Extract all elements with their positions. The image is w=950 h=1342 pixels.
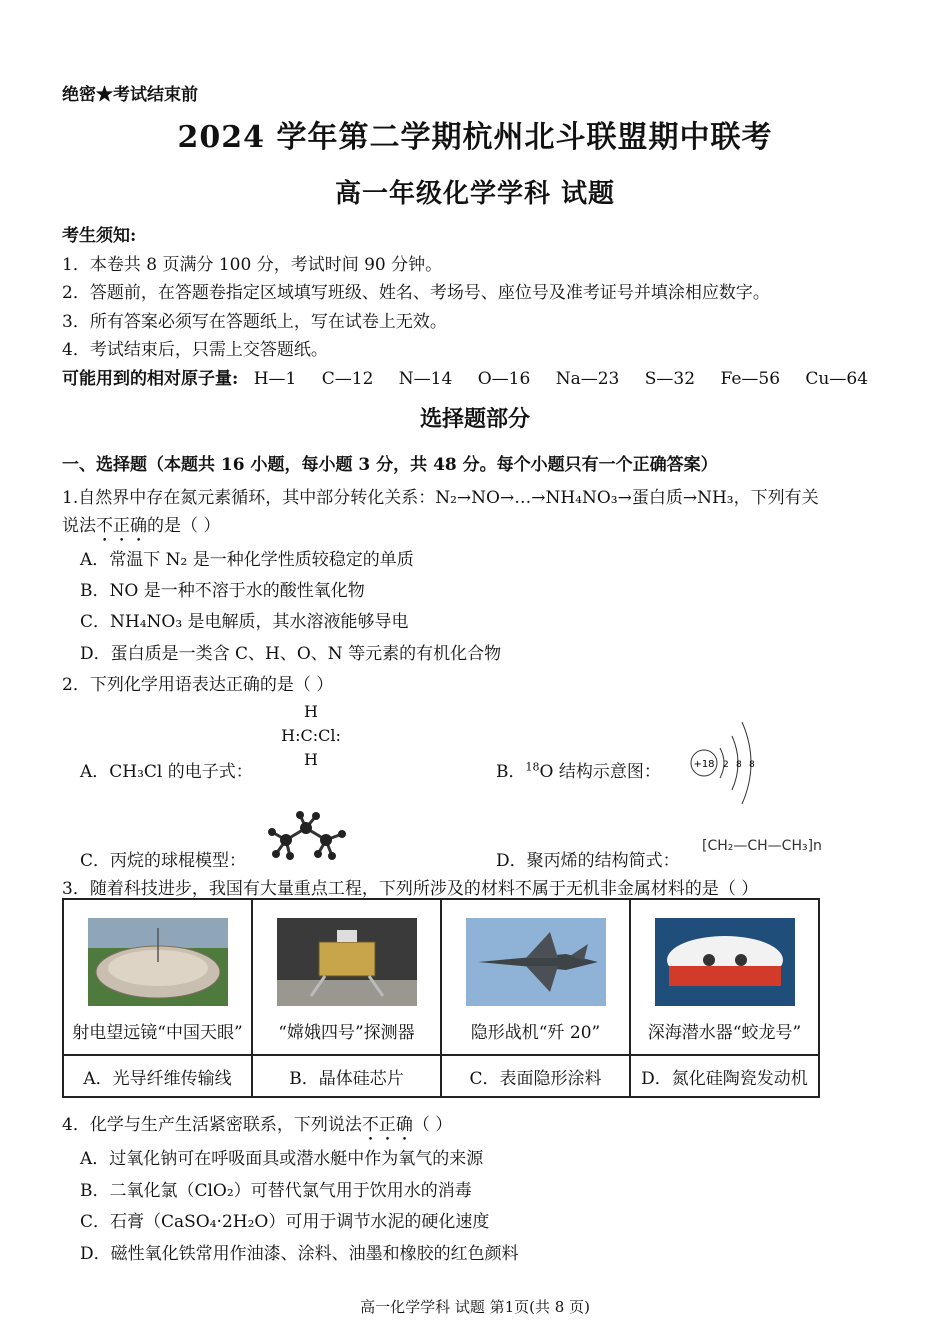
q3-answer-b: B．晶体硅芯片: [252, 1055, 441, 1097]
page-title: 2024 学年第二学期杭州北斗联盟期中联考: [177, 120, 773, 155]
q4-emphasis: 不正确: [361, 1115, 413, 1135]
mass-h: H—1: [253, 369, 297, 389]
q1-option-a: A．常温下 N₂ 是一种化学性质较稳定的单质: [80, 550, 414, 570]
q3-answer-a: A．光导纤维传输线: [63, 1055, 252, 1097]
mass-s: S—32: [644, 369, 696, 389]
shell-3-count: 8: [749, 760, 755, 770]
q4-option-c: C．石膏（CaSO₄·2H₂O）可用于调节水泥的硬化速度: [80, 1212, 490, 1232]
q2-option-a: A．CH₃Cl 的电子式：: [80, 762, 253, 782]
q4-option-a: A．过氧化钠可在呼吸面具或潜水艇中作为氧气的来源: [80, 1149, 484, 1169]
polypropylene-formula: [CH₂—CH—CH₃]n: [702, 838, 822, 854]
q4-option-d: D．磁性氧化铁常用作油漆、涂料、油墨和橡胶的红色颜料: [80, 1244, 519, 1264]
page-subtitle: 高一年级化学学科 试题: [334, 179, 616, 209]
mass-n: N—14: [398, 369, 453, 389]
q1-stem-pre: 说法: [62, 516, 96, 536]
q4-option-b: B．二氧化氯（ClO₂）可替代氯气用于饮用水的消毒: [80, 1181, 472, 1201]
q2-option-b-label: O 结构示意图：: [539, 762, 661, 782]
q3-cell-1: [63, 899, 252, 1055]
q3-answer-d: D．氮化硅陶瓷发动机: [630, 1055, 819, 1097]
q3-answer-c: C．表面隐形涂料: [441, 1055, 630, 1097]
notice-heading: 考生须知:: [62, 226, 137, 246]
q2-option-c: C．丙烷的球棍模型：: [80, 851, 247, 871]
mass-o: O—16: [477, 369, 531, 389]
confidential-note: 绝密★考试结束前: [62, 85, 198, 105]
propane-ball-stick-model: [262, 810, 352, 865]
q1-option-b: B．NO 是一种不溶于水的酸性氧化物: [80, 581, 365, 601]
q1-stem-post: 的是（ ）: [147, 516, 221, 536]
shell-1-count: 2: [723, 760, 729, 770]
page-footer: 高一化学学科 试题 第1页(共 8 页): [360, 1298, 590, 1316]
fast-telescope-image: [88, 918, 228, 1006]
q3-caption-4: 深海潜水器“蛟龙号”: [647, 1023, 802, 1043]
electron-formula: [266, 700, 356, 772]
q2-option-b-prefix: B．: [496, 762, 526, 782]
j20-fighter-image: [466, 918, 606, 1006]
q3-caption-1: 射电望远镜“中国天眼”: [72, 1023, 243, 1043]
q3-caption-2: “嫦娥四号”探测器: [278, 1023, 415, 1043]
atomic-mass-label: 可能用到的相对原子量:: [62, 369, 239, 389]
q2-option-b-mass: 18: [525, 760, 540, 774]
nucleus-charge: +18: [693, 759, 715, 770]
atomic-mass-line: [62, 364, 878, 389]
notice-item-2: 2．答题前，在答题卷指定区域填写班级、姓名、考场号、座位号及准考证号并填涂相应数字。: [62, 283, 770, 303]
q3-cell-2: [252, 899, 441, 1055]
formula-mid: H:C:Cl:: [281, 726, 341, 745]
q2-stem: 2．下列化学用语表达正确的是（ ）: [62, 675, 334, 695]
q1-stem-line1: 1.自然界中存在氮元素循环，其中部分转化关系：N₂→NO→…→NH₄NO₃→蛋白质→NH₃，下列有关: [62, 488, 819, 508]
mass-cu: Cu—64: [805, 369, 869, 389]
q2-option-b: [496, 757, 661, 782]
shell-2-count: 8: [736, 760, 742, 770]
mass-c: C—12: [321, 369, 374, 389]
section-title: 选择题部分: [419, 406, 530, 432]
q3-caption-3: 隐形战机“歼 20”: [470, 1023, 601, 1043]
q3-cell-4: [630, 899, 819, 1055]
q2-option-d: D．聚丙烯的结构简式：: [496, 851, 680, 871]
formula-h-top: H: [304, 702, 318, 721]
q1-stem-line2: [62, 511, 220, 546]
q1-emphasis: 不正确: [96, 516, 147, 536]
notice-item-3: 3．所有答案必须写在答题纸上，写在试卷上无效。: [62, 312, 447, 332]
notice-item-1: 1．本卷共 8 页满分 100 分，考试时间 90 分钟。: [62, 255, 443, 275]
q3-table: [62, 898, 820, 1098]
q4-stem-post: （ ）: [412, 1115, 453, 1135]
jiaolong-submersible-image: [655, 918, 795, 1006]
q4-stem: [62, 1110, 452, 1145]
atom-structure-diagram: [684, 718, 764, 808]
q1-option-c: C．NH₄NO₃ 是电解质，其水溶液能够导电: [80, 612, 409, 632]
chang-e-4-image: [277, 918, 417, 1006]
mass-fe: Fe—56: [720, 369, 781, 389]
mass-na: Na—23: [555, 369, 620, 389]
part-title: 一、选择题（本题共 16 小题，每小题 3 分，共 48 分。每个小题只有一个正确答案）: [62, 455, 718, 475]
q4-stem-pre: 4．化学与生产生活紧密联系，下列说法: [62, 1115, 362, 1135]
q1-option-d: D．蛋白质是一类含 C、H、O、N 等元素的有机化合物: [80, 644, 502, 664]
q3-stem: 3．随着科技进步，我国有大量重点工程，下列所涉及的材料不属于无机非金属材料的是（ ）: [62, 879, 759, 899]
formula-h-bot: H: [304, 750, 318, 769]
q3-cell-3: [441, 899, 630, 1055]
notice-item-4: 4．考试结束后，只需上交答题纸。: [62, 340, 328, 360]
